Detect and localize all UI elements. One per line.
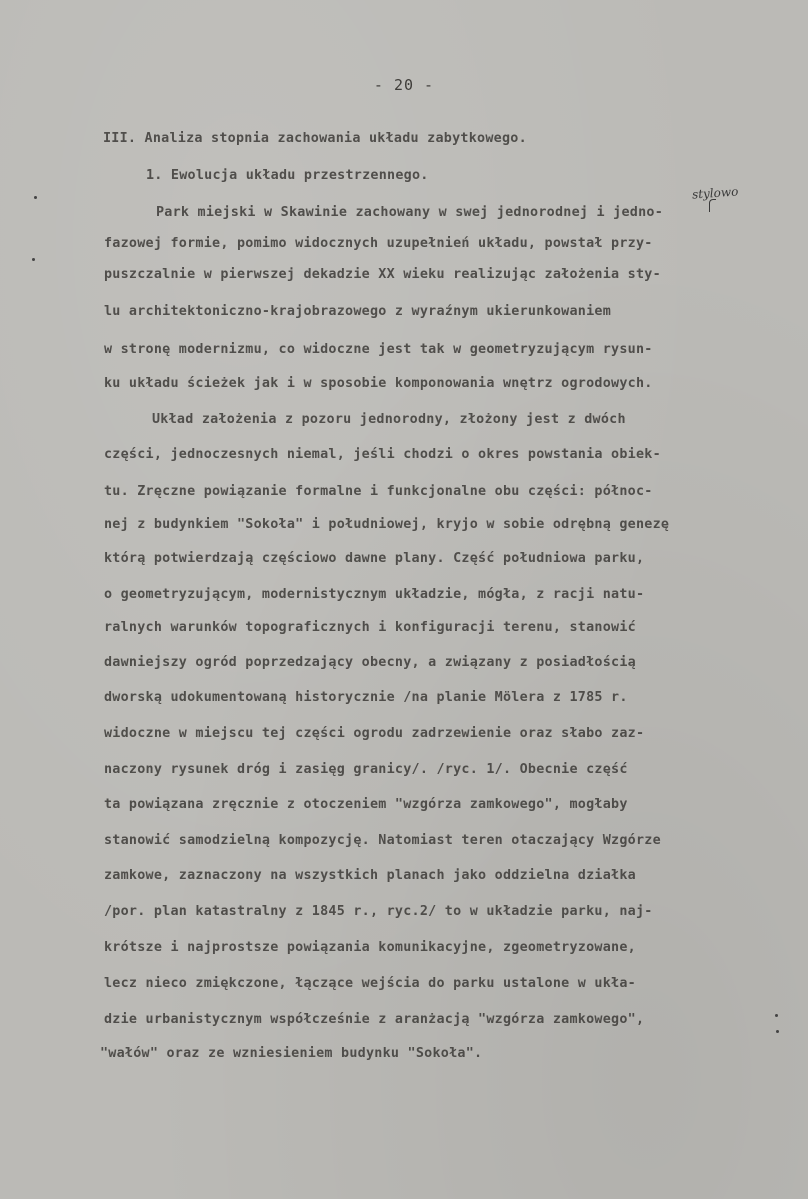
body-line: lecz nieco zmiękczone, łączące wejścia do parku ustalone w ukła- (104, 976, 636, 991)
body-line: tu. Zręczne powiązanie formalne i funkcjonalne obu części: północ- (104, 484, 653, 499)
body-line: Układ założenia z pozoru jednorodny, złożony jest z dwóch (152, 412, 626, 427)
body-line: dawniejszy ogród poprzedzający obecny, a związany z posiadłością (104, 655, 636, 670)
section-heading: III. Analiza stopnia zachowania układu zabytkowego. (103, 131, 527, 146)
body-line: /por. plan katastralny z 1845 r., ryc.2/ to w układzie parku, naj- (104, 904, 653, 919)
body-line: naczony rysunek dróg i zasięg granicy/. /ryc. 1/. Obecnie część (104, 762, 628, 777)
body-line: lu architektoniczno-krajobrazowego z wyraźnym ukierunkowaniem (104, 304, 612, 319)
body-line: nej z budynkiem "Sokoła" i południowej, kryjo w sobie odrębną genezę (104, 517, 670, 532)
handwritten-insertion-mark (709, 199, 716, 212)
handwritten-annotation: stylowo (691, 184, 739, 202)
body-line: Park miejski w Skawinie zachowany w swej jednorodnej i jedno- (156, 205, 664, 220)
body-line: ralnych warunków topograficznych i konfiguracji terenu, stanowić (104, 620, 636, 635)
body-line: stanowić samodzielną kompozycję. Natomiast teren otaczający Wzgórze (104, 833, 661, 848)
body-line: części, jednoczesnych niemal, jeśli chodzi o okres powstania obiek- (104, 447, 661, 462)
body-line: którą potwierdzają częściowo dawne plany. Część południowa parku, (104, 551, 645, 566)
subsection-heading: 1. Ewolucja układu przestrzennego. (146, 168, 429, 183)
body-line: dzie urbanistycznym współcześnie z aranżacją "wzgórza zamkowego", (104, 1012, 645, 1027)
body-line: dworską udokumentowaną historycznie /na planie Mölera z 1785 r. (104, 690, 628, 705)
body-line: widoczne w miejscu tej części ogrodu zadrzewienie oraz słabo zaz- (104, 726, 645, 741)
body-line: puszczalnie w pierwszej dekadzie XX wieku realizując założenia sty- (104, 267, 661, 282)
paper-speck (34, 196, 37, 199)
body-line: "wałów" oraz ze wzniesieniem budynku "Sokoła". (100, 1046, 483, 1061)
body-line: ta powiązana zręcznie z otoczeniem "wzgórza zamkowego", mogłaby (104, 797, 628, 812)
paper-speck (775, 1014, 778, 1017)
body-line: zamkowe, zaznaczony na wszystkich planach jako oddzielna działka (104, 868, 636, 883)
body-line: o geometryzującym, modernistycznym układzie, mógła, z racji natu- (104, 587, 645, 602)
page-number: - 20 - (373, 76, 435, 94)
paper-speck (32, 258, 35, 261)
body-line: ku układu ścieżek jak i w sposobie komponowania wnętrz ogrodowych. (104, 376, 653, 391)
body-line: fazowej formie, pomimo widocznych uzupełnień układu, powstał przy- (104, 236, 653, 251)
body-line: w stronę modernizmu, co widoczne jest tak w geometryzującym rysun- (104, 342, 653, 357)
paper-speck (776, 1030, 779, 1033)
body-line: krótsze i najprostsze powiązania komunikacyjne, zgeometryzowane, (104, 940, 636, 955)
